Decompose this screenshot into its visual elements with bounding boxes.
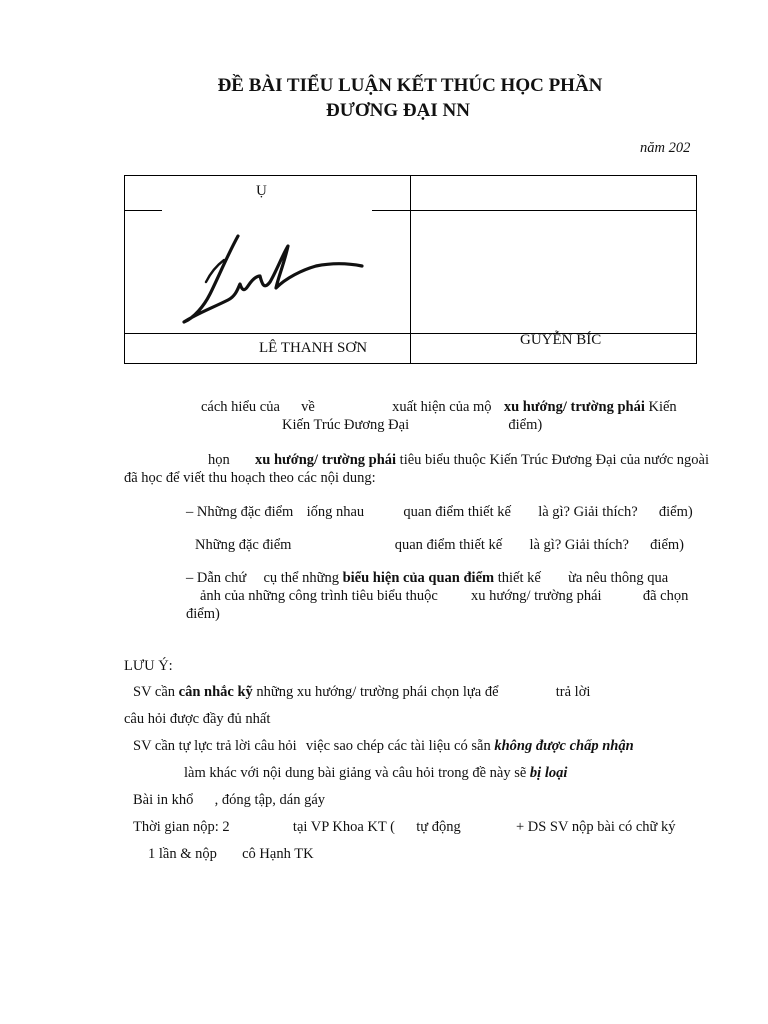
table-divider — [410, 175, 411, 364]
note-emphasis: cân nhắc kỹ — [178, 684, 253, 700]
item-text: quan điểm thiết kế — [394, 537, 503, 553]
note-text: những xu hướng/ trường phái chọn lựa để — [256, 684, 499, 700]
item3-line1 — [186, 570, 668, 587]
left-signer-name: LÊ THANH SƠN — [259, 340, 368, 356]
item-text: cụ thể những — [263, 570, 339, 586]
item-text: iống nhau — [306, 504, 365, 520]
item-text: Những đặc điểm — [195, 537, 292, 553]
item1 — [186, 504, 693, 521]
table-rule — [410, 210, 697, 211]
item-text: – Những đặc điểm — [186, 504, 294, 520]
item-text: – Dẫn chứ — [186, 570, 247, 586]
item3-line2 — [200, 588, 688, 605]
note-text: SV cần tự lực trả lời câu hỏi — [133, 738, 297, 754]
question1-line2 — [282, 417, 542, 434]
item-text: là gì? Giải thích? — [538, 504, 638, 520]
question2-line2: đã học để viết thu hoạch theo các nội dung: — [124, 470, 376, 486]
note-text: + DS SV nộp bài có chữ ký — [515, 819, 676, 835]
item-text: ừa nêu thông qua — [568, 570, 669, 586]
item-text: quan điểm thiết kế — [403, 504, 511, 520]
notes-heading: LƯU Ý: — [124, 658, 173, 674]
item-text: đã chọn — [642, 588, 689, 604]
note-text: tự động — [416, 819, 461, 835]
note-text: 1 lần & nộp — [148, 846, 217, 862]
note-emphasis: không được chấp nhận — [494, 738, 634, 754]
note4 — [133, 792, 325, 809]
left-header: Ụ — [256, 183, 267, 199]
right-signer-name: GUYỄN BÍC — [520, 332, 602, 348]
note3 — [184, 765, 567, 782]
note1 — [133, 684, 590, 701]
date-line: năm 202 — [640, 140, 691, 156]
note-text: việc sao chép các tài liệu có sẵn — [305, 738, 491, 754]
page-title: ĐỀ BÀI TIỂU LUẬN KẾT THÚC HỌC PHẦN — [217, 75, 603, 96]
note5-continuation — [148, 846, 314, 863]
q1-text: Kiến — [648, 399, 677, 415]
q2-text: họn — [208, 452, 230, 468]
item-text: điểm) — [658, 504, 693, 520]
q1-text: về — [301, 399, 315, 415]
table-rule — [124, 333, 697, 334]
note-text: cô Hạnh TK — [242, 846, 314, 862]
item-text: điểm) — [650, 537, 684, 553]
note5 — [133, 819, 676, 836]
note-emphasis: bị loại — [529, 765, 568, 781]
note-text: trả lời — [555, 684, 591, 700]
note1-continuation: câu hỏi được đầy đủ nhất — [124, 711, 271, 727]
item-text: là gì? Giải thích? — [529, 537, 629, 553]
question1-line1 — [201, 399, 677, 416]
note-text: làm khác với nội dung bài giảng và câu hỏi trong đề này sẽ — [184, 765, 527, 781]
q2-emphasis: xu hướng/ trường phái — [255, 452, 397, 468]
q1-text: điểm) — [508, 417, 543, 433]
item2 — [195, 537, 684, 554]
note-text: SV cần — [133, 684, 176, 700]
signature-image — [176, 226, 371, 330]
page-subtitle: ĐƯƠNG ĐẠI NN — [326, 100, 470, 121]
item-emphasis: biểu hiện của quan điểm — [342, 570, 495, 586]
table-rule — [372, 210, 410, 211]
q1-text: xuất hiện của mộ — [392, 399, 492, 415]
item-text: ảnh của những công trình tiêu biểu thuộc — [200, 588, 438, 604]
q1-text: cách hiểu của — [201, 399, 280, 415]
note2 — [133, 738, 634, 755]
note-text: Thời gian nộp: 2 — [133, 819, 230, 835]
item-text: thiết kế — [497, 570, 541, 586]
item-text: xu hướng/ trường phái — [471, 588, 602, 604]
q1-emphasis: xu hướng/ trường phái — [503, 399, 645, 415]
note-text: Bài in khổ — [133, 792, 194, 808]
q2-text: tiêu biểu thuộc Kiến Trúc Đương Đại của nước ngoài — [399, 452, 709, 468]
note-text: tại VP Khoa KT ( — [292, 819, 395, 835]
note-text: , đóng tập, dán gáy — [214, 792, 326, 808]
q1-text: Kiến Trúc Đương Đại — [282, 417, 410, 433]
table-rule — [124, 210, 162, 211]
question2-line1 — [208, 452, 709, 469]
item3-line3: điểm) — [186, 606, 220, 622]
